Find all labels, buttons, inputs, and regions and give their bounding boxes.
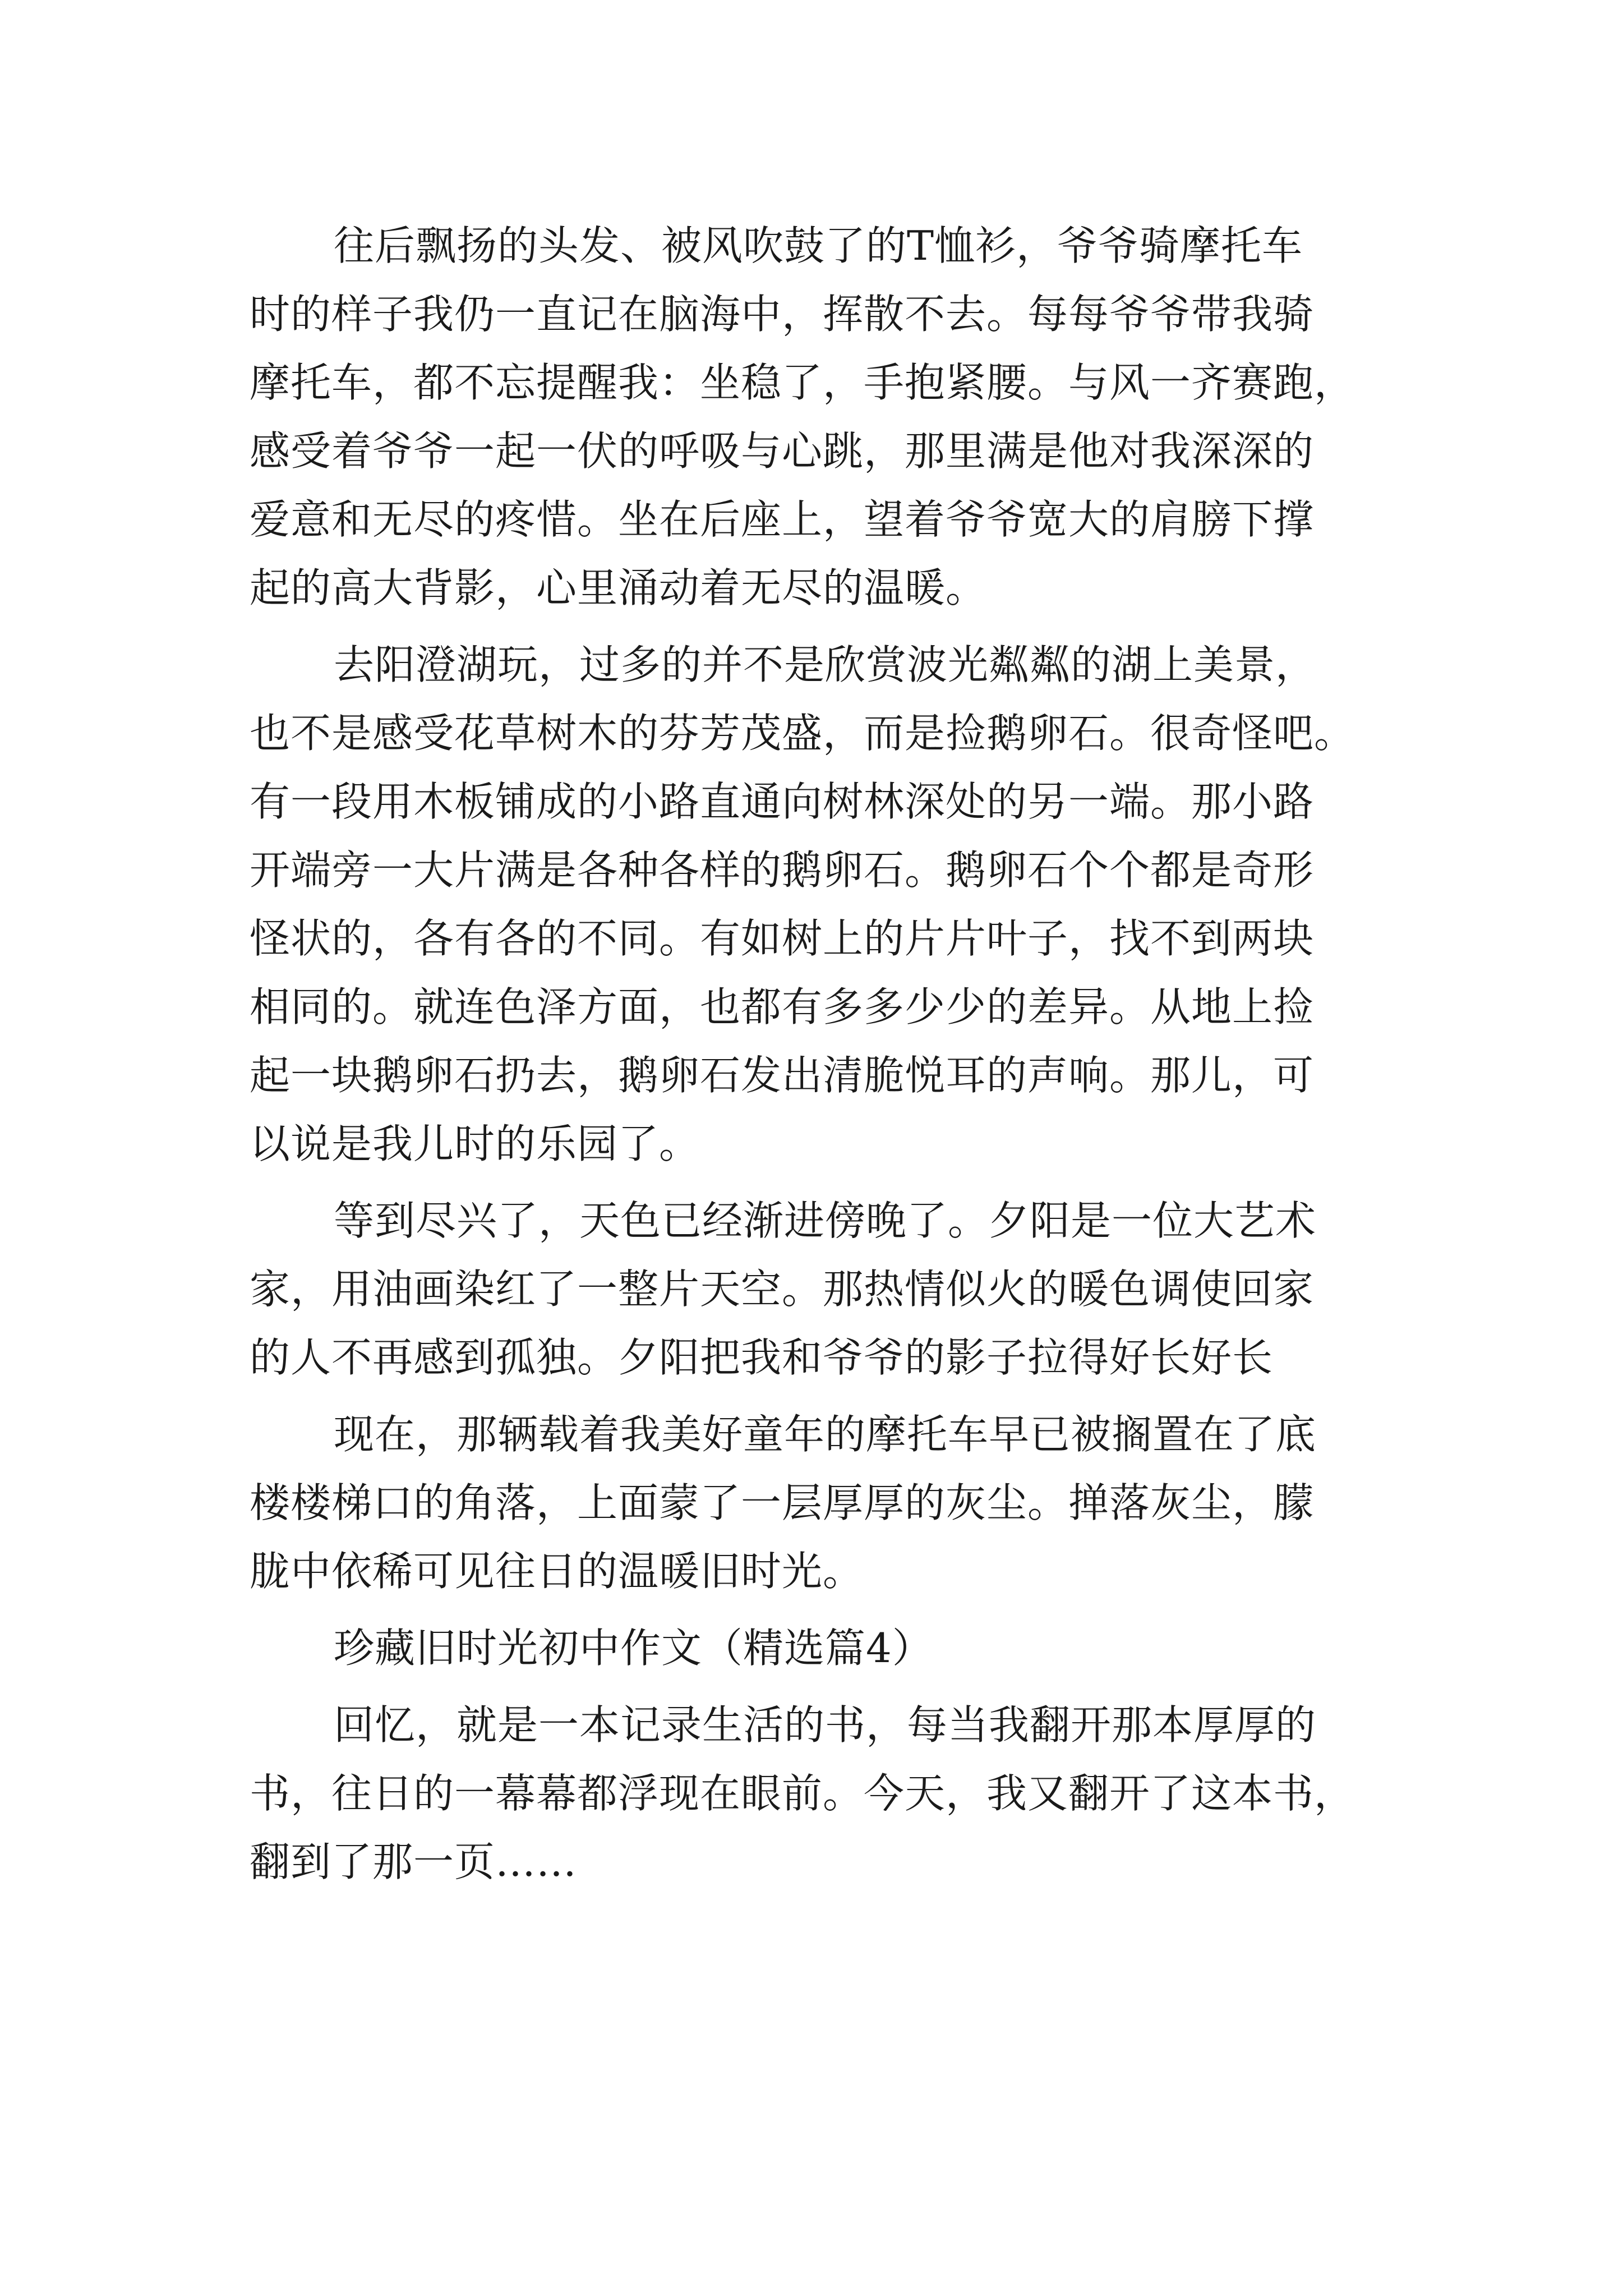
paragraph-5-line-2: 书，往日的一幕幕都浮现在眼前。今天，我又翻开了这本书， [250, 1770, 1355, 1817]
paragraph-2-line-2: 也不是感受花草树木的芬芳茂盛，而是捡鹅卵石。很奇怪吧。 [250, 710, 1355, 757]
paragraph-1-line-1: 往后飘扬的头发、被风吹鼓了的T恤衫，爷爷骑摩托车 [334, 222, 1303, 269]
paragraph-2-line-8: 以说是我儿时的乐园了。 [250, 1120, 700, 1167]
paragraph-4-line-1: 现在，那辆载着我美好童年的摩托车早已被搁置在了底 [334, 1411, 1317, 1458]
section-heading: 珍藏旧时光初中作文（精选篇4） [334, 1625, 933, 1672]
paragraph-1-line-6: 起的高大背影，心里涌动着无尽的温暖。 [250, 564, 987, 611]
paragraph-3-line-1: 等到尽兴了，天色已经渐进傍晚了。夕阳是一位大艺术 [334, 1197, 1317, 1244]
paragraph-2-line-4: 开端旁一大片满是各种各样的鹅卵石。鹅卵石个个都是奇形 [250, 846, 1315, 894]
paragraph-5-line-1: 回忆，就是一本记录生活的书，每当我翻开那本厚厚的 [334, 1701, 1317, 1749]
paragraph-5-line-3: 翻到了那一页…… [250, 1838, 578, 1885]
paragraph-4-line-3: 胧中依稀可见往日的温暖旧时光。 [250, 1548, 864, 1595]
paragraph-1-line-5: 爱意和无尽的疼惜。坐在后座上，望着爷爷宽大的肩膀下撑 [250, 496, 1315, 543]
paragraph-1-line-3: 摩托车，都不忘提醒我：坐稳了，手抱紧腰。与风一齐赛跑， [250, 359, 1355, 406]
paragraph-2-line-7: 起一块鹅卵石扔去，鹅卵石发出清脆悦耳的声响。那儿，可 [250, 1052, 1315, 1099]
paragraph-3-line-2: 家，用油画染红了一整片天空。那热情似火的暖色调使回家 [250, 1266, 1315, 1313]
paragraph-2-line-5: 怪状的，各有各的不同。有如树上的片片叶子，找不到两块 [250, 915, 1315, 962]
paragraph-4-line-2: 楼楼梯口的角落，上面蒙了一层厚厚的灰尘。掸落灰尘，朦 [250, 1479, 1315, 1526]
paragraph-2-line-1: 去阳澄湖玩，过多的并不是欣赏波光粼粼的湖上美景， [334, 641, 1317, 688]
paragraph-1-line-2: 时的样子我仍一直记在脑海中，挥散不去。每每爷爷带我骑 [250, 291, 1315, 338]
paragraph-3-line-3: 的人不再感到孤独。夕阳把我和爷爷的影子拉得好长好长 [250, 1334, 1274, 1381]
paragraph-2-line-6: 相同的。就连色泽方面，也都有多多少少的差异。从地上捡 [250, 983, 1315, 1030]
paragraph-1-line-4: 感受着爷爷一起一伏的呼吸与心跳，那里满是他对我深深的 [250, 427, 1315, 475]
paragraph-2-line-3: 有一段用木板铺成的小路直通向树林深处的另一端。那小路 [250, 778, 1315, 825]
